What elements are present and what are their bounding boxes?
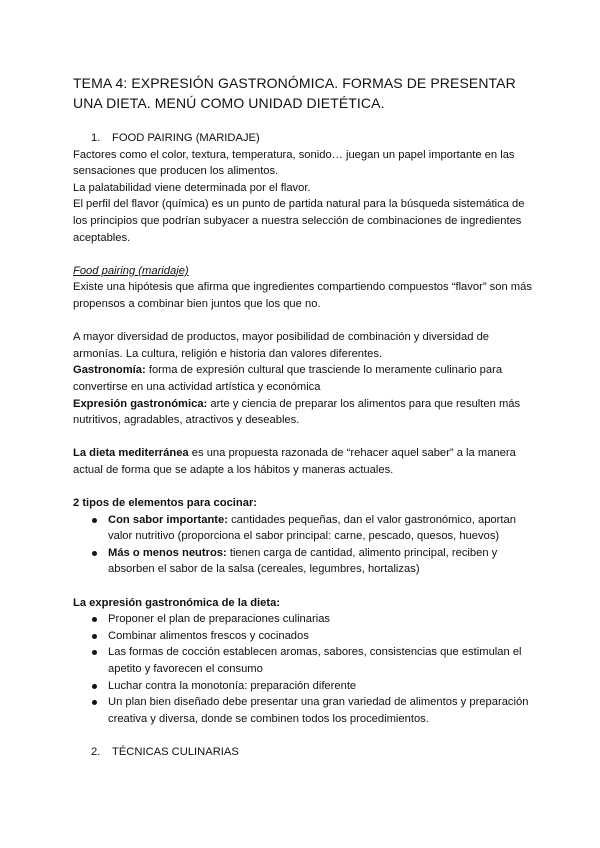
spacer: [73, 246, 533, 263]
list-item-term: Más o menos neutros:: [108, 546, 227, 559]
list-item: Combinar alimentos frescos y cocinados: [73, 628, 533, 645]
paragraph: La palatabilidad viene determinada por el flavor.: [73, 181, 311, 194]
definition-text: forma de expresión cultural que trasciende lo meramente culinario para convertirse en una actividad artística y económica: [73, 364, 503, 393]
expression-list: [73, 611, 533, 727]
list-item: Luchar contra la monotonía: preparación diferente: [73, 678, 533, 695]
paragraph: Existe una hipótesis que afirma que ingredientes compartiendo compuestos “flavor” son más propensos a combinar bien juntos que los que no.: [73, 281, 532, 310]
spacer: [73, 578, 533, 595]
subheading-food-pairing: Food pairing (maridaje): [73, 264, 189, 277]
list-item-text: cantidades pequeñas, dan el valor gastronómico, aportan valor nutritivo (proporciona el sabor principal: carne, pescado, quesos, huevos): [108, 513, 516, 543]
list-heading-text: La expresión gastronómica de la dieta:: [73, 596, 281, 609]
spacer: [73, 313, 533, 330]
definition-text: arte y ciencia de preparar los alimentos para que resulten más nutritivos, agradables, atractivos y deseables.: [73, 397, 521, 427]
bold-term: La dieta mediterránea: [73, 447, 189, 460]
spacer: [73, 429, 533, 446]
spacer: [73, 727, 533, 744]
list-item-term: Con sabor importante:: [108, 513, 228, 526]
paragraph: Factores como el color, textura, temperatura, sonido… juegan un papel importante en las sensaciones que producen los alimentos.: [73, 148, 515, 178]
list-item-text: tienen carga de cantidad, alimento principal, reciben y absorben el sabor de la salsa (cereales, legumbres, hortalizas): [108, 546, 498, 576]
section-heading-1: [73, 130, 533, 147]
list-item: [73, 545, 533, 578]
list-heading-elements: [73, 495, 533, 512]
section-title: TÉCNICAS CULINARIAS: [112, 745, 239, 758]
section-number: 1.: [91, 132, 101, 144]
paragraph: A mayor diversidad de productos, mayor posibilidad de combinación y diversidad de armonías. La cultura, religión e historia dan valores diferentes.: [73, 331, 490, 360]
page-title: TEMA 4: EXPRESIÓN GASTRONÓMICA. FORMAS DE PRESENTAR UNA DIETA. MENÚ COMO UNIDAD DIETÉTICA.: [73, 75, 516, 111]
list-item: Las formas de cocción establecen aromas, sabores, consistencias que estimulan el apetito y favorecen el consumo: [73, 644, 533, 677]
definition-expresion: [73, 396, 533, 429]
section-heading-2: [73, 744, 533, 761]
definition-gastronomia: [73, 362, 533, 395]
definition-term: Expresión gastronómica:: [73, 397, 208, 410]
list-heading-expression: [73, 595, 533, 612]
section-number: 2.: [91, 745, 101, 758]
document-content: [73, 73, 533, 761]
list-item: Un plan bien diseñado debe presentar una gran variedad de alimentos y preparación creativa y diversa, donde se combinen todos los procedimientos.: [73, 694, 533, 727]
paragraph: El perfil del flavor (química) es un punto de partida natural para la búsqueda sistemática de los principios que podrían subyacer a nuestra selección de combinaciones de ingredientes aceptables.: [73, 198, 525, 244]
spacer: [73, 478, 533, 495]
elements-list: [73, 512, 533, 578]
list-heading-text: 2 tipos de elementos para cocinar:: [73, 497, 258, 510]
paragraph-text: es una propuesta razonada de “rehacer aquel saber” a la manera actual de forma que se adapte a los hábitos y maneras actuales.: [73, 447, 516, 476]
section-title: FOOD PAIRING (MARIDAJE): [112, 132, 260, 144]
list-item: [73, 512, 533, 545]
paragraph-mediterranean: [73, 445, 533, 478]
definition-term: Gastronomía:: [73, 364, 146, 377]
list-item: Proponer el plan de preparaciones culinarias: [73, 611, 533, 628]
